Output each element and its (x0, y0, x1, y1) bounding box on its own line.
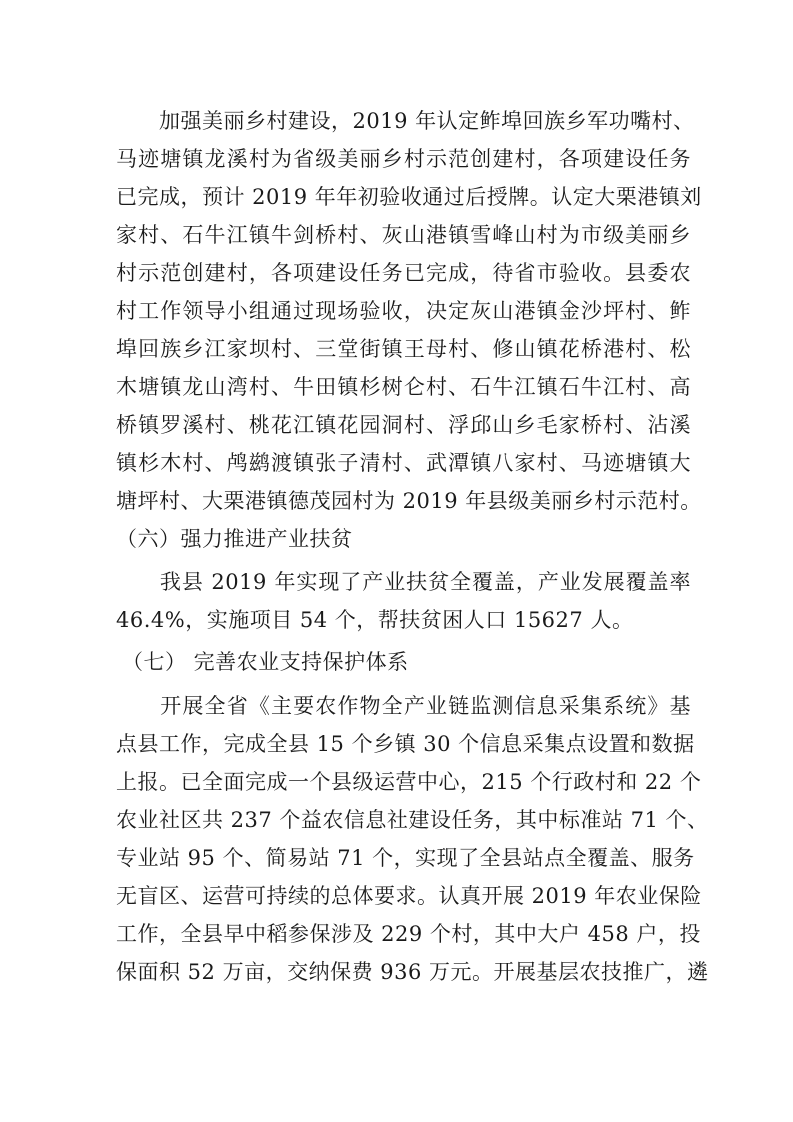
paragraph-line: 我县 2019 年实现了产业扶贫全覆盖，产业发展覆盖率 (116, 570, 691, 594)
paragraph-line: 桥镇罗溪村、桃花江镇花园洞村、浮邱山乡毛家桥村、沾溪 (116, 413, 691, 437)
paragraph-line: 点县工作，完成全县 15 个乡镇 30 个信息采集点设置和数据 (116, 732, 695, 756)
paragraph-line: 马迹塘镇龙溪村为省级美丽乡村示范创建村，各项建设任务 (116, 147, 691, 171)
paragraph-line: 村工作领导小组通过现场验收，决定灰山港镇金沙坪村、鲊 (116, 299, 691, 323)
paragraph-line: 加强美丽乡村建设，2019 年认定鲊埠回族乡军功嘴村、 (116, 109, 695, 133)
paragraph-line: 木塘镇龙山湾村、牛田镇杉树仑村、石牛江镇石牛江村、高 (116, 375, 691, 399)
paragraph-line: 开展全省《主要农作物全产业链监测信息采集系统》基 (116, 694, 691, 718)
paragraph-line: 已完成，预计 2019 年年初验收通过后授牌。认定大栗港镇刘 (116, 185, 702, 209)
paragraph-line: 家村、石牛江镇牛剑桥村、灰山港镇雪峰山村为市级美丽乡 (116, 223, 691, 247)
paragraph-line: 塘坪村、大栗港镇德茂园村为 2019 年县级美丽乡村示范村。 (116, 489, 702, 513)
paragraph-line: 村示范创建村，各项建设任务已完成，待省市验收。县委农 (116, 261, 691, 285)
section-heading: （七） 完善农业支持保护体系 (122, 650, 409, 674)
paragraph-line: 埠回族乡江家坝村、三堂街镇王母村、修山镇花桥港村、松 (116, 337, 691, 361)
paragraph-line: 上报。已全面完成一个县级运营中心，215 个行政村和 22 个 (116, 770, 702, 794)
paragraph-line: 农业社区共 237 个益农信息社建设任务，其中标准站 71 个、 (116, 808, 709, 832)
paragraph-line: 专业站 95 个、简易站 71 个，实现了全县站点全覆盖、服务 (116, 846, 695, 870)
paragraph-line: 工作，全县早中稻参保涉及 229 个村，其中大户 458 户，投 (116, 922, 701, 946)
paragraph-line: 46.4%，实施项目 54 个，帮扶贫困人口 15627 人。 (116, 608, 634, 632)
section-heading: （六）强力推进产业扶贫 (116, 527, 353, 551)
paragraph-line: 镇杉木村、鸬鹚渡镇张子清村、武潭镇八家村、马迹塘镇大 (116, 451, 691, 475)
paragraph-line: 无盲区、运营可持续的总体要求。认真开展 2019 年农业保险 (116, 884, 702, 908)
paragraph-line: 保面积 52 万亩，交纳保费 936 万元。开展基层农技推广，遴 (116, 960, 709, 984)
